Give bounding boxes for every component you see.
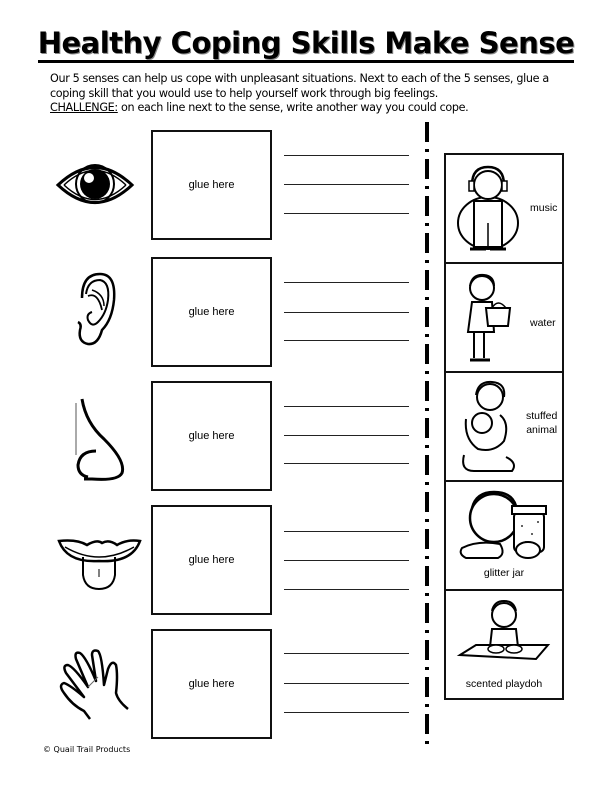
glue-label: glue here [188,678,235,690]
page-title [0,26,612,63]
child-headphones-icon [454,163,524,258]
write-line[interactable] [284,531,409,532]
write-line[interactable] [284,712,409,713]
card-scented-playdoh[interactable] [446,591,562,698]
glue-box-touch[interactable] [151,629,272,739]
hand-icon [58,645,138,725]
challenge-label: CHALLENGE: [50,101,118,114]
child-hugging-teddy-icon [454,379,524,477]
intro-line-1: Our 5 senses can help us cope with unpleasant situations. Next to each of the 5 senses, glue a [50,72,549,85]
challenge-text: on each line next to the sense, write another way you could cope. [117,101,469,114]
ear-icon [74,270,119,350]
card-label-line-1: stuffed [526,410,558,422]
card-label-line-2: animal [526,424,558,436]
card-glitter-jar[interactable] [446,482,562,591]
nose-icon [72,395,127,485]
write-line[interactable] [284,683,409,684]
glue-label: glue here [188,430,235,442]
mouth-tongue-icon [57,537,142,592]
write-line[interactable] [284,184,409,185]
glue-box-hearing[interactable] [151,257,272,367]
challenge-line [50,101,570,116]
card-label: water [530,317,556,329]
card-label: music [530,202,558,214]
eye-icon [55,158,135,213]
intro-line-2: coping skill that you would use to help yourself work through big feelings. [50,86,438,100]
write-line[interactable] [284,312,409,313]
glue-label: glue here [188,179,235,191]
glue-box-taste[interactable] [151,505,272,615]
write-line[interactable] [284,213,409,214]
glue-label: glue here [188,554,235,566]
glue-box-sight[interactable] [151,130,272,240]
copyright-footer: © Quail Trail Products [43,745,131,754]
write-line[interactable] [284,340,409,341]
cutout-cards-strip [444,153,564,700]
glue-box-smell[interactable] [151,381,272,491]
write-line[interactable] [284,589,409,590]
card-label: scented playdoh [465,678,543,690]
card-water[interactable] [446,264,562,373]
write-line[interactable] [284,282,409,283]
card-music[interactable] [446,155,562,264]
write-line[interactable] [284,653,409,654]
child-water-basin-icon [458,270,518,368]
card-label [526,409,557,437]
instructions [50,72,570,116]
write-line[interactable] [284,463,409,464]
write-line[interactable] [284,155,409,156]
write-line[interactable] [284,406,409,407]
cut-line-divider [425,122,429,747]
glue-label: glue here [188,306,235,318]
card-stuffed-animal[interactable] [446,373,562,482]
title-text: Healthy Coping Skills Make Sense [38,26,575,63]
write-line[interactable] [284,560,409,561]
card-label: glitter jar [483,567,525,579]
child-glitter-jar-icon [458,488,550,560]
write-line[interactable] [284,435,409,436]
child-playdoh-icon [456,597,552,667]
